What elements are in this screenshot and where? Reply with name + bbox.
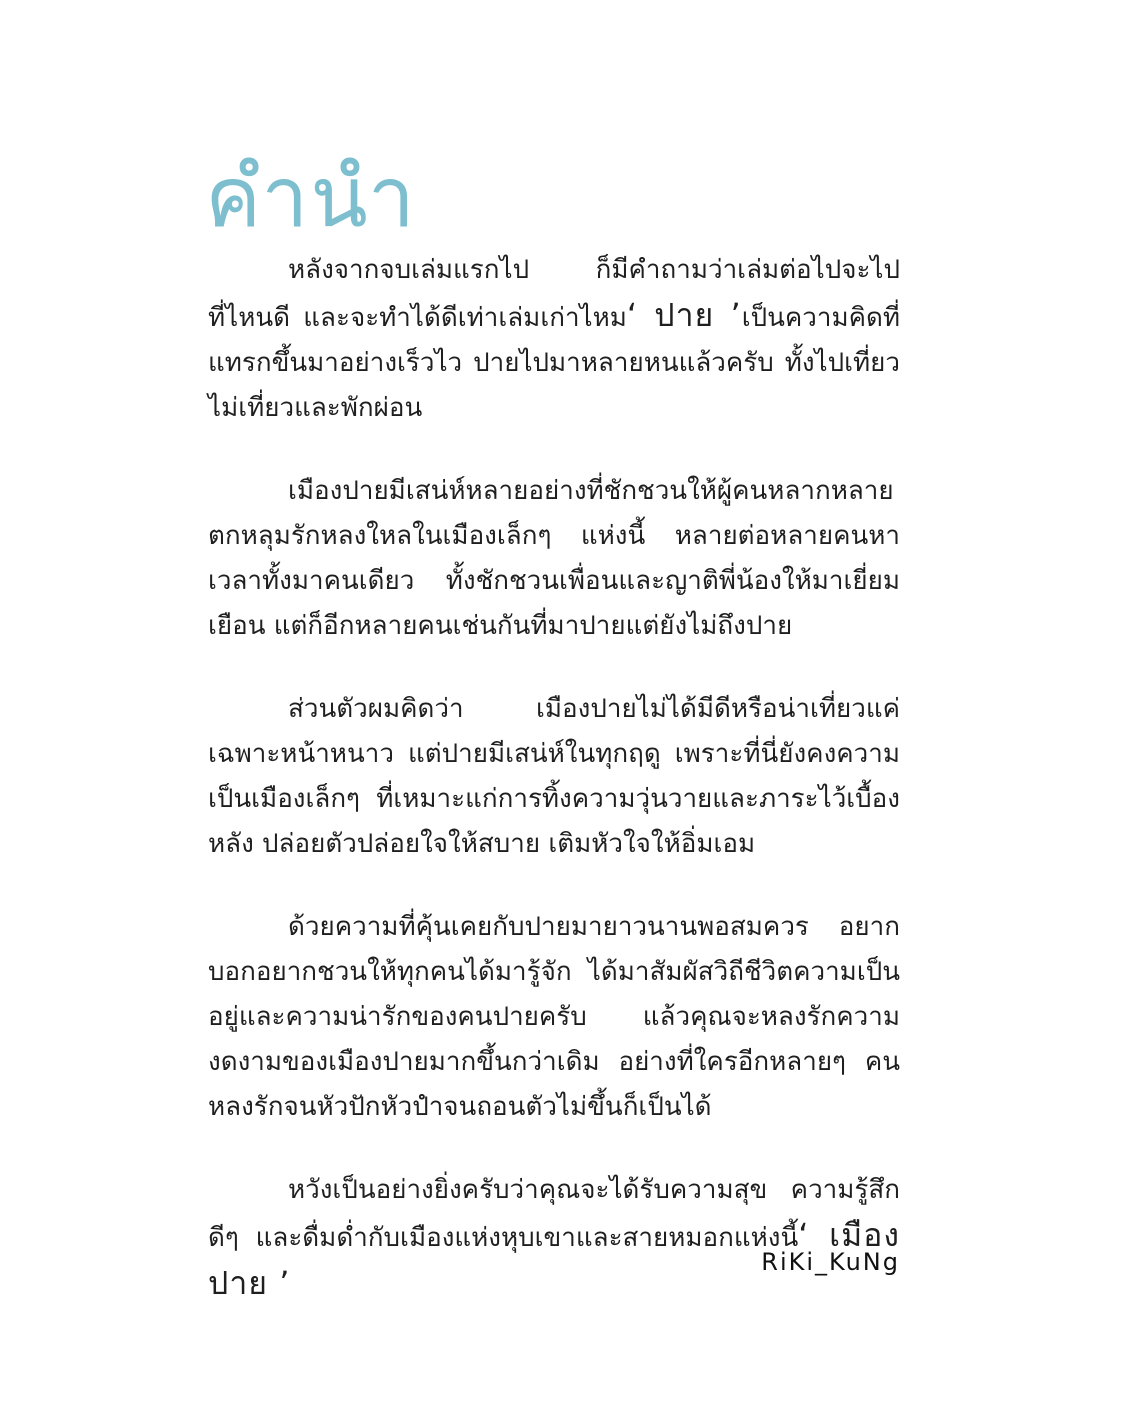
- paragraph-5-quote: ‘ เมืองปาย ’: [208, 1216, 900, 1302]
- preface-body: [208, 248, 900, 1309]
- paragraph-2: เมืองปายมีเสน่ห์หลายอย่างที่ชักชวนให้ผู้คนหลากหลายตกหลุมรักหลงใหลในเมืองเล็กๆ แห่งนี้ หลายต่อหลายคนหาเวลาทั้งมาคนเดียว ทั้งชักชวนเพื่อนและญาติพี่น้องให้มาเยี่ยมเยือน แต่ก็อีกหลายคนเช่นกันที่มาปายแต่ยังไม่ถึงปาย: [208, 476, 900, 641]
- paragraph-1-text-before: หลังจากจบเล่มแรกไป ก็มีคำถามว่าเล่มต่อไปจะไปที่ไหนดี และจะทำได้ดีเท่าเล่มเก่าไหม: [208, 255, 900, 333]
- paragraph-1: [208, 248, 900, 431]
- author-signature: RiKi_KuNg: [761, 1248, 900, 1276]
- paragraph-5: [208, 1168, 900, 1309]
- paragraph-4: ด้วยความที่คุ้นเคยกับปายมายาวนานพอสมควร อยากบอกอยากชวนให้ทุกคนได้มารู้จัก ได้มาสัมผัสวิถีชีวิตความเป็นอยู่และความน่ารักของคนปายครับ แล้วคุณจะหลงรักความงดงามของเมืองปายมากขึ้นกว่าเดิม อย่างที่ใครอีกหลายๆ คนหลงรักจนหัวปักหัวปำจนถอนตัวไม่ขึ้นก็เป็นได้: [208, 912, 900, 1122]
- paragraph-1-text-after: เป็นความคิดที่แทรกขึ้นมาอย่างเร็วไว ปายไปมาหลายหนแล้วครับ ทั้งไปเที่ยว ไม่เที่ยวและพักผ่อน: [208, 303, 900, 423]
- page-title: คำนำ: [205, 148, 417, 246]
- paragraph-1-quote: ‘ ปาย ’: [626, 296, 742, 334]
- paragraph-3: ส่วนตัวผมคิดว่า เมืองปายไม่ได้มีดีหรือน่าเที่ยวแค่เฉพาะหน้าหนาว แต่ปายมีเสน่ห์ในทุกฤดู เพราะที่นี่ยังคงความเป็นเมืองเล็กๆ ที่เหมาะแก่การทิ้งความวุ่นวายและภาระไว้เบื้องหลัง ปล่อยตัวปล่อยใจให้สบาย เติมหัวใจให้อิ่มเอม: [208, 694, 900, 859]
- paragraph-5-text-before: หวังเป็นอย่างยิ่งครับว่าคุณจะได้รับความสุข ความรู้สึกดีๆ และดื่มด่ำกับเมืองแห่งหุบเขาและสายหมอกแห่งนี้: [208, 1175, 900, 1253]
